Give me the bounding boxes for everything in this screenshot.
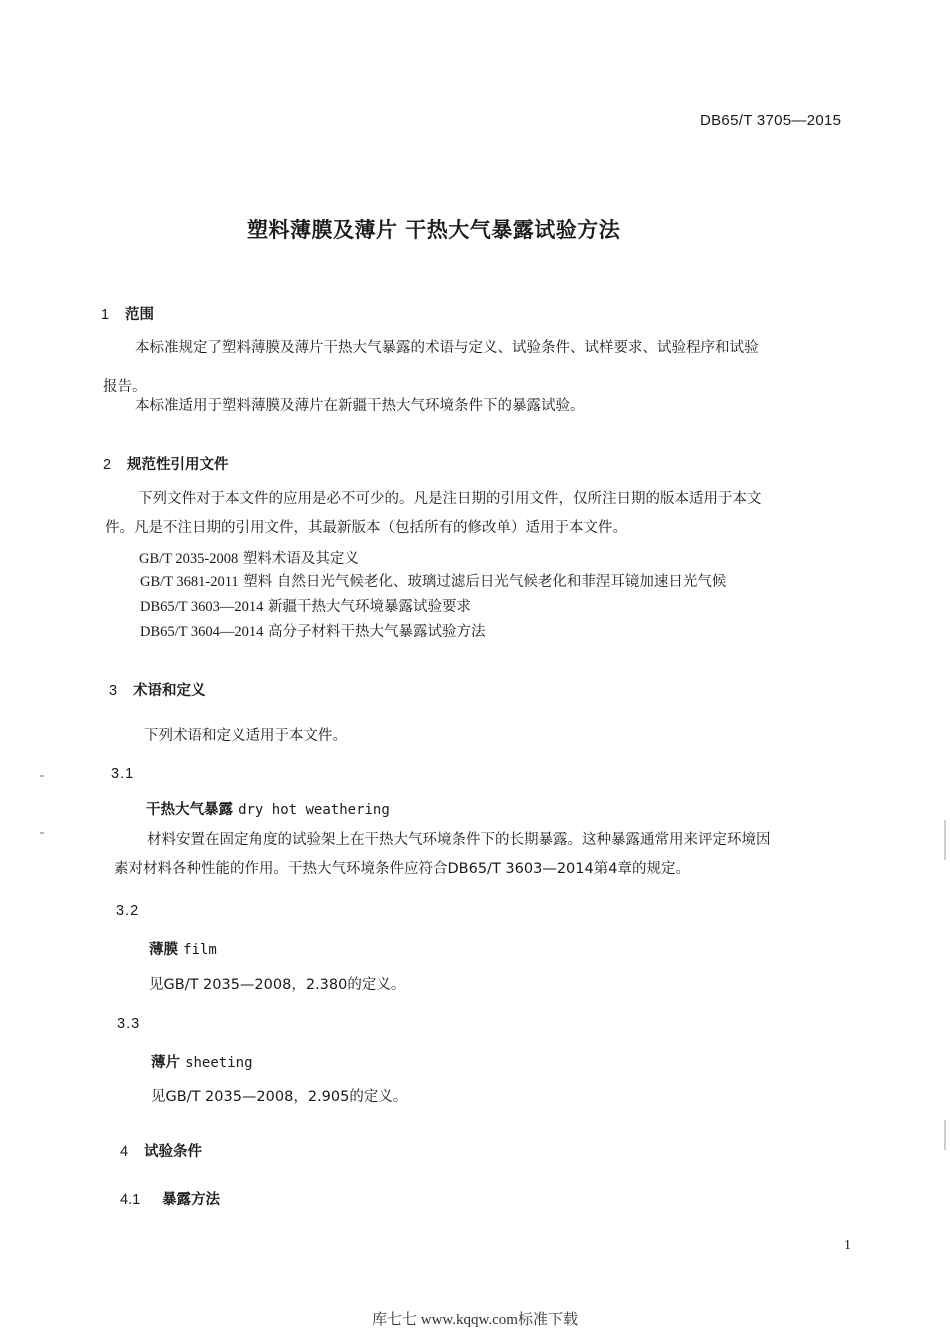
definition-line: 见GB/T 2035—2008，2.905的定义。	[151, 1089, 408, 1105]
section-4-heading	[120, 1140, 202, 1161]
reference-title: 塑料术语及其定义	[242, 551, 359, 567]
subsection-title: 暴露方法	[162, 1192, 220, 1208]
term-heading	[151, 1051, 253, 1072]
section-number: 1	[101, 307, 110, 323]
paragraph-line: 下列术语和定义适用于本文件。	[144, 728, 347, 744]
paragraph-line: 报告。	[103, 379, 147, 395]
paragraph-line: 本标准规定了塑料薄膜及薄片干热大气暴露的术语与定义、试验条件、试样要求、试验程序和试验	[135, 340, 759, 356]
definition-line: 见GB/T 2035—2008，2.380的定义。	[149, 977, 406, 993]
standard-code: DB65/T 3705—2015	[700, 112, 842, 129]
term-heading	[149, 938, 217, 959]
term-name-zh: 薄膜	[149, 942, 178, 958]
reference-item	[139, 547, 359, 568]
scan-artifact	[40, 775, 44, 777]
reference-code: DB65/T 3604—2014	[140, 624, 264, 640]
scan-artifact	[944, 1120, 946, 1150]
section-3-heading	[109, 679, 206, 700]
page-number: 1	[844, 1238, 851, 1253]
term-name-en: sheeting	[185, 1055, 253, 1071]
definition-line: 素对材料各种性能的作用。干热大气环境条件应符合DB65/T 3603—2014第4章的规定。	[114, 861, 690, 877]
footer-watermark: 库七七 www.kqqw.com标准下载	[372, 1312, 578, 1328]
section-2-heading	[103, 453, 229, 474]
definition-line: 材料安置在固定角度的试验架上在干热大气环境条件下的长期暴露。这种暴露通常用来评定环境因	[147, 832, 771, 848]
reference-title: 塑料 自然日光气候老化、玻璃过滤后日光气候老化和菲涅耳镜加速日光气候	[243, 574, 727, 590]
term-name-zh: 干热大气暴露	[146, 802, 233, 818]
subsection-number: 4.1	[120, 1192, 141, 1208]
paragraph-line: 本标准适用于塑料薄膜及薄片在新疆干热大气环境条件下的暴露试验。	[135, 398, 585, 414]
section-title: 试验条件	[144, 1144, 202, 1160]
document-title: 塑料薄膜及薄片 干热大气暴露试验方法	[247, 218, 621, 242]
subsection-4-1-heading	[120, 1188, 220, 1209]
term-name-zh: 薄片	[151, 1055, 180, 1071]
reference-title: 高分子材料干热大气暴露试验方法	[268, 624, 486, 640]
reference-item	[140, 570, 726, 591]
term-name-en: film	[183, 942, 217, 958]
section-number: 2	[103, 457, 112, 473]
reference-title: 新疆干热大气环境暴露试验要求	[268, 599, 472, 615]
term-name-en: dry hot weathering	[238, 802, 390, 818]
scan-artifact	[944, 820, 946, 860]
scan-artifact	[40, 832, 44, 834]
paragraph-line: 下列文件对于本文件的应用是必不可少的。凡是注日期的引用文件，仅所注日期的版本适用于本文	[138, 491, 762, 507]
reference-item	[140, 595, 471, 616]
reference-item	[140, 620, 486, 641]
section-title: 术语和定义	[133, 683, 206, 699]
reference-code: DB65/T 3603—2014	[140, 599, 264, 615]
term-heading	[146, 798, 390, 819]
reference-code: GB/T 3681-2011	[140, 574, 239, 590]
term-number: 3.3	[117, 1016, 141, 1032]
section-1-heading	[101, 303, 154, 324]
reference-code: GB/T 2035-2008	[139, 551, 239, 567]
section-number: 4	[120, 1144, 129, 1160]
term-number: 3.1	[111, 766, 135, 782]
section-number: 3	[109, 683, 118, 699]
section-title: 规范性引用文件	[127, 457, 229, 473]
section-title: 范围	[125, 307, 154, 323]
term-number: 3.2	[116, 903, 140, 919]
paragraph-line: 件。凡是不注日期的引用文件，其最新版本（包括所有的修改单）适用于本文件。	[105, 520, 627, 536]
